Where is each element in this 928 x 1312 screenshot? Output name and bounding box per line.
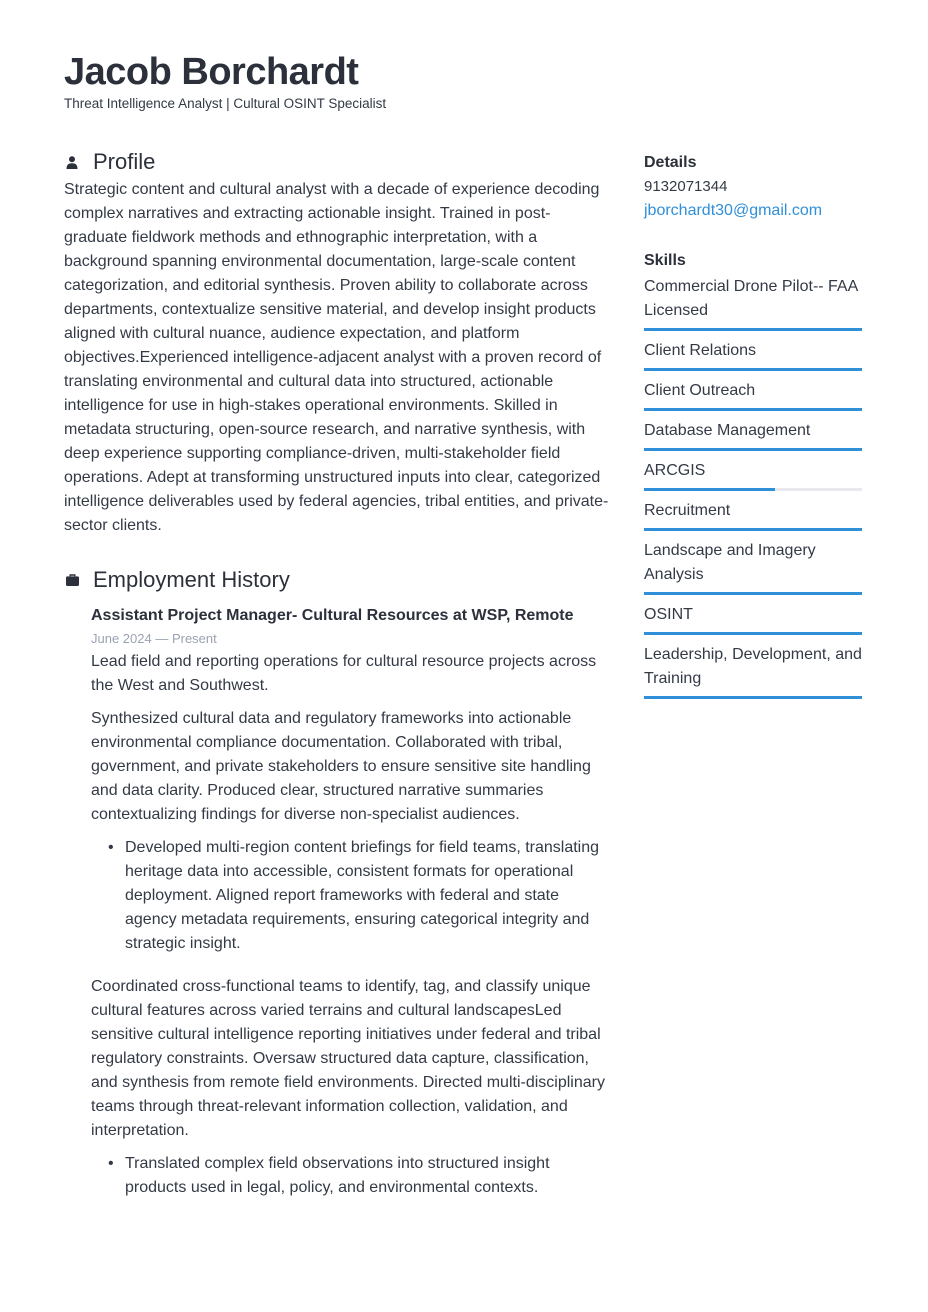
skill-name: Commercial Drone Pilot-- FAA Licensed [644, 278, 858, 319]
skill-item [644, 419, 862, 451]
list-item [91, 1152, 609, 1200]
skill-item [644, 339, 862, 371]
main-column [64, 146, 609, 1200]
skill-item [644, 643, 862, 699]
job-paragraph: Coordinated cross-functional teams to identify, tag, and classify unique cultural features across varied terrains and cultural landscapesLed sensitive cultural intelligence reporting initiatives under federal and tribal regulatory constraints. Oversaw structured data capture, classification, and synthesis from remote field environments. Directed multi-disciplinary teams through threat-relevant information collection, validation, and interpretation. [91, 978, 605, 1139]
skill-level-bar [644, 592, 862, 595]
bullet-icon: • [108, 839, 114, 856]
skill-name: Client Relations [644, 342, 757, 359]
employment-heading: Employment History [93, 567, 290, 592]
candidate-name: Jacob Borchardt [64, 51, 359, 93]
skill-level-fill [644, 328, 862, 331]
skill-level-fill [644, 408, 862, 411]
skill-level-fill [644, 488, 775, 491]
skill-name: ARCGIS [644, 462, 706, 479]
candidate-title: Threat Intelligence Analyst | Cultural OSINT Specialist [64, 96, 387, 111]
phone-number: 9132071344 [644, 178, 728, 195]
job-dates: June 2024 — Present [91, 631, 217, 646]
skill-level-bar [644, 632, 862, 635]
job-bullet-list [91, 1152, 609, 1200]
profile-heading: Profile [93, 149, 156, 174]
briefcase-icon [64, 574, 93, 586]
skills-section [644, 249, 862, 699]
skill-level-fill [644, 632, 862, 635]
skill-level-fill [644, 528, 862, 531]
skill-level-bar [644, 448, 862, 451]
email-link[interactable]: jborchardt30@gmail.com [644, 202, 823, 219]
job-paragraph: Synthesized cultural data and regulatory frameworks into actionable environmental compliance documentation. Collaborated with tribal, government, and private stakeholders to ensure sensitive site handling and data clarity. Produced clear, structured narrative summaries contextualizing findings for diverse non-specialist audiences. [91, 710, 591, 823]
skills-heading: Skills [644, 252, 686, 269]
skill-item [644, 539, 862, 595]
skill-level-bar [644, 696, 862, 699]
skill-level-fill [644, 696, 862, 699]
resume-header [64, 50, 386, 111]
employment-section [64, 564, 609, 1200]
skill-level-bar [644, 368, 862, 371]
skill-level-fill [644, 368, 862, 371]
skill-level-fill [644, 592, 862, 595]
sidebar [644, 151, 862, 707]
details-heading: Details [644, 154, 697, 171]
skill-name: Leadership, Development, and Training [644, 646, 862, 687]
employment-header [64, 564, 609, 596]
job-title: Assistant Project Manager- Cultural Resources at WSP, Remote [91, 607, 574, 624]
skill-name: Database Management [644, 422, 811, 439]
profile-summary: Strategic content and cultural analyst with a decade of experience decoding complex narratives and extracting actionable insight. Trained in post-graduate fieldwork methods and ethnographic interpretation, with a background spanning environmental documentation, large-scale content categorization, and editorial synthesis. Proven ability to collaborate across departments, contextualize sensitive material, and develop insight products aligned with cultural nuance, audience expectation, and platform objectives.Experienced intelligence-adjacent analyst with a proven record of translating environmental and cultural data into structured, actionable intelligence for use in high-stakes operational environments. Skilled in metadata structuring, open-source research, and narrative synthesis, with deep experience supporting compliance-driven, multi-stakeholder field operations. Adept at transforming unstructured inputs into clear, categorized intelligence deliverables used by federal agencies, tribal entities, and private-sector clients. [64, 181, 609, 534]
skill-level-fill [644, 448, 862, 451]
job-summary: Lead field and reporting operations for cultural resource projects across the West and Southwest. [91, 653, 597, 694]
skill-item [644, 275, 862, 331]
job-bullet-list [91, 836, 609, 956]
profile-header [64, 146, 609, 178]
details-section [644, 151, 862, 223]
bullet-icon: • [108, 1155, 114, 1172]
skill-level-bar [644, 328, 862, 331]
skill-name: Recruitment [644, 502, 731, 519]
skill-name: OSINT [644, 606, 693, 623]
person-icon [64, 156, 93, 169]
skill-item [644, 499, 862, 531]
skill-level-bar [644, 408, 862, 411]
skill-name: Client Outreach [644, 382, 756, 399]
skill-level-bar [644, 488, 862, 491]
skill-item [644, 603, 862, 635]
list-item [91, 836, 609, 956]
profile-section [64, 146, 609, 538]
skill-name: Landscape and Imagery Analysis [644, 542, 816, 583]
bullet-text: Developed multi-region content briefings for field teams, translating heritage data into accessible, consistent formats for operational deployment. Aligned report frameworks with federal and state agency metadata requirements, ensuring categorical integrity and strategic insight. [125, 839, 600, 952]
bullet-text: Translated complex field observations into structured insight products used in legal, policy, and environmental contexts. [125, 1155, 550, 1196]
skill-level-bar [644, 528, 862, 531]
skill-item [644, 379, 862, 411]
skills-list [644, 275, 862, 699]
job-entry [91, 604, 609, 1200]
skill-item [644, 459, 862, 491]
